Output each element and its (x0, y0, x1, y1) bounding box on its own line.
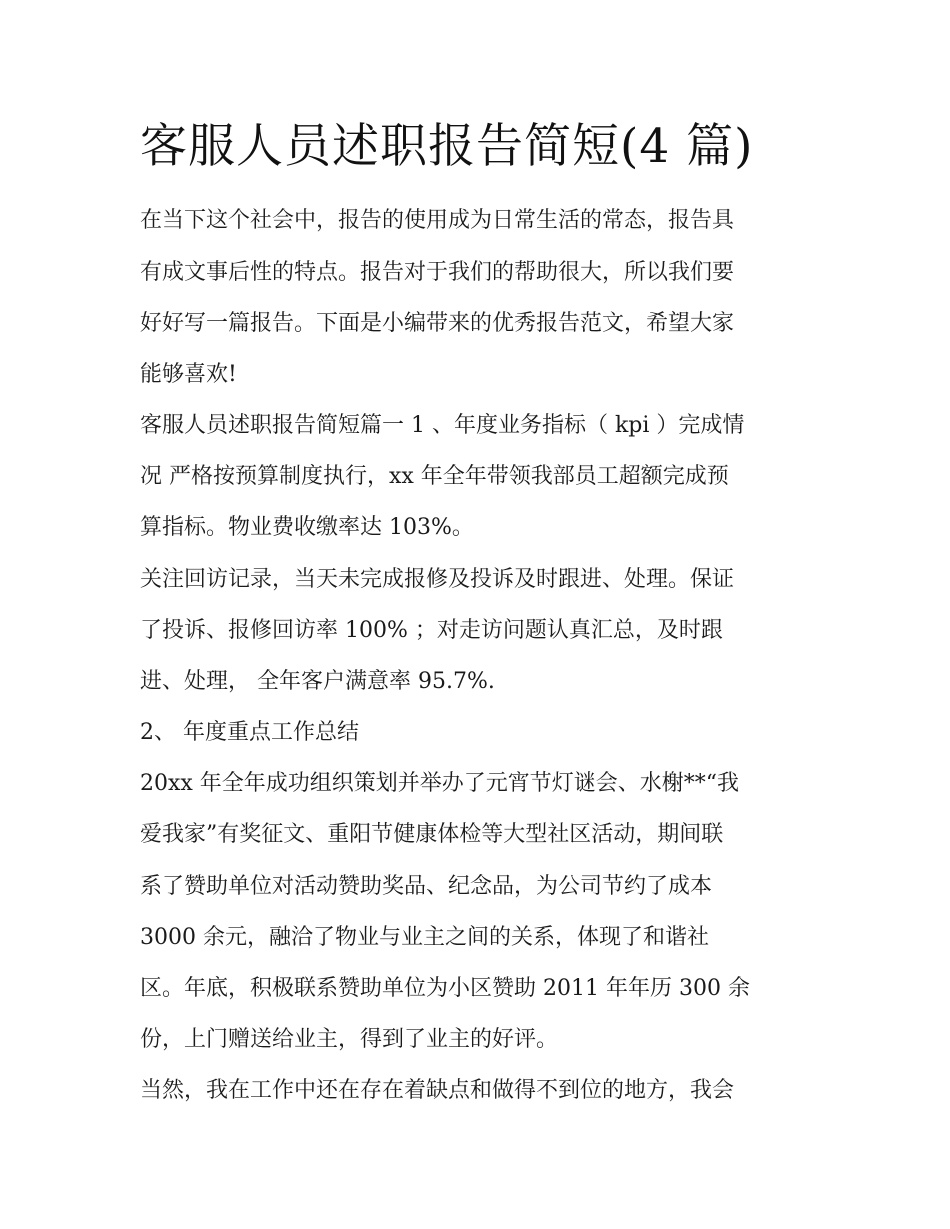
text-line: 客服人员述职报告简短篇一 1 、年度业务指标（ kpi ）完成情 (140, 413, 745, 438)
text-line: 在当下这个社会中，报告的使用成为日常生活的常态，报告具 (140, 208, 735, 233)
text-line: 好好写一篇报告。下面是小编带来的优秀报告范文，希望大家 (140, 311, 735, 336)
text-line: 区。年底，积极联系赞助单位为小区赞助 2011 年年历 300 余 (140, 976, 750, 1001)
text-line: 份，上门赠送给业主，得到了业主的好评。 (140, 1027, 559, 1052)
text-line: 关注回访记录，当天未完成报修及投诉及时跟进、处理。保证 (140, 567, 735, 592)
text-line: 3000 余元，融洽了物业与业主之间的关系，体现了和谐社 (140, 925, 709, 950)
text-line: 20xx 年全年成功组织策划并举办了元宵节灯谜会、水榭**“我 (140, 771, 740, 796)
text-line: 能够喜欢! (140, 362, 237, 387)
text-line: 况 严格按预算制度执行，xx 年全年带领我部员工超额完成预 (140, 464, 729, 489)
text-line: 有成文事后性的特点。报告对于我们的帮助很大，所以我们要 (140, 260, 735, 285)
text-line: 了投诉、报修回访率 100% ；对走访问题认真汇总，及时跟 (140, 618, 723, 643)
text-line: 系了赞助单位对活动赞助奖品、纪念品，为公司节约了成本 (140, 874, 713, 899)
text-line: 当然，我在工作中还在存在着缺点和做得不到位的地方，我会 (140, 1078, 735, 1103)
section-heading: 2、 年度重点工作总结 (140, 720, 359, 745)
text-line: 算指标。物业费收缴率达 103%。 (140, 515, 474, 540)
text-line: 进、处理， 全年客户满意率 95.7%. (140, 669, 495, 694)
text-line: 爱我家”有奖征文、重阳节健康体检等大型社区活动，期间联 (140, 822, 724, 847)
document-title: 客服人员述职报告简短(4 篇) (140, 119, 754, 174)
